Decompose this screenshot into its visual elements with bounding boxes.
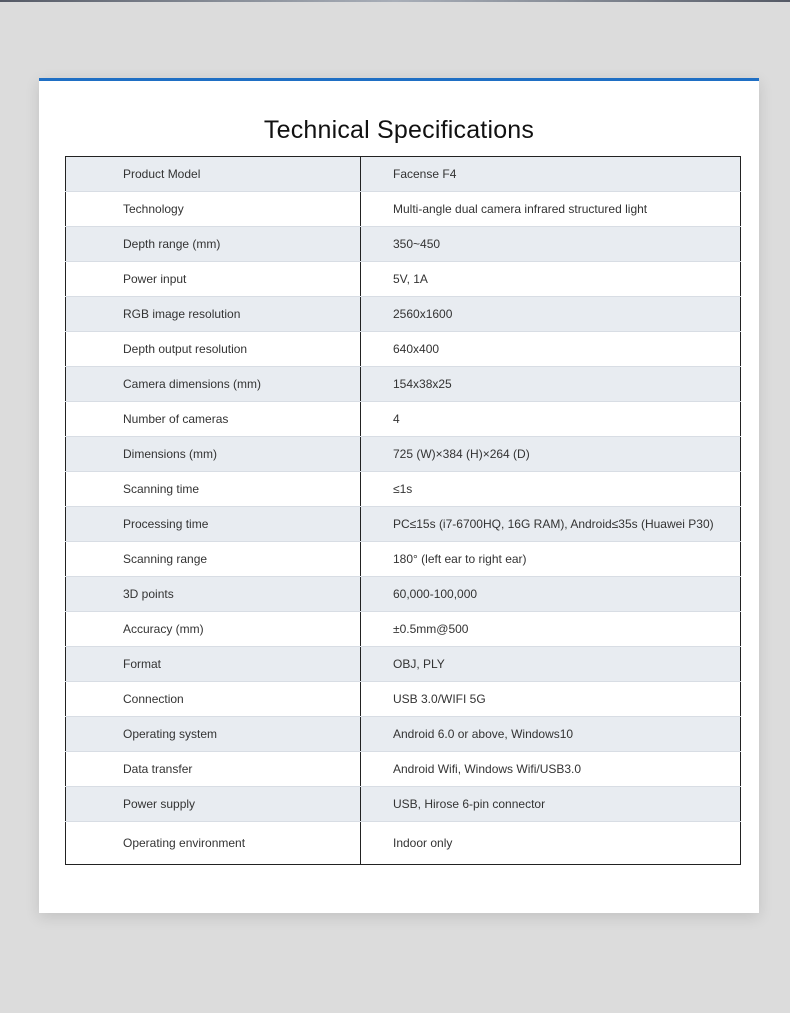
table-row (66, 542, 741, 577)
spec-label: Power input (66, 262, 361, 297)
spec-value: USB, Hirose 6-pin connector (361, 787, 741, 822)
spec-label: RGB image resolution (66, 297, 361, 332)
spec-card (39, 78, 759, 913)
table-row (66, 367, 741, 402)
spec-label: Data transfer (66, 752, 361, 787)
spec-label: Format (66, 647, 361, 682)
table-row (66, 577, 741, 612)
spec-table-body (66, 157, 741, 865)
table-row (66, 157, 741, 192)
spec-label: Camera dimensions (mm) (66, 367, 361, 402)
table-row (66, 402, 741, 437)
table-row (66, 752, 741, 787)
table-row (66, 437, 741, 472)
table-row (66, 472, 741, 507)
spec-label: Accuracy (mm) (66, 612, 361, 647)
table-row (66, 262, 741, 297)
table-row (66, 332, 741, 367)
spec-value: Android 6.0 or above, Windows10 (361, 717, 741, 752)
spec-label: Operating environment (66, 822, 361, 865)
spec-table (65, 156, 741, 865)
spec-label: 3D points (66, 577, 361, 612)
spec-label: Product Model (66, 157, 361, 192)
spec-value: ≤1s (361, 472, 741, 507)
spec-value: 4 (361, 402, 741, 437)
spec-label: Depth output resolution (66, 332, 361, 367)
spec-value: 154x38x25 (361, 367, 741, 402)
spec-label: Power supply (66, 787, 361, 822)
table-row (66, 647, 741, 682)
spec-label: Scanning time (66, 472, 361, 507)
top-decorative-strip (0, 0, 790, 2)
spec-label: Number of cameras (66, 402, 361, 437)
spec-value: OBJ, PLY (361, 647, 741, 682)
table-row (66, 192, 741, 227)
spec-value: 5V, 1A (361, 262, 741, 297)
table-row (66, 227, 741, 262)
spec-label: Processing time (66, 507, 361, 542)
table-row (66, 822, 741, 865)
table-row (66, 297, 741, 332)
spec-value: 725 (W)×384 (H)×264 (D) (361, 437, 741, 472)
spec-label: Scanning range (66, 542, 361, 577)
spec-value: 60,000-100,000 (361, 577, 741, 612)
spec-value: Android Wifi, Windows Wifi/USB3.0 (361, 752, 741, 787)
spec-label: Technology (66, 192, 361, 227)
spec-value: Multi-angle dual camera infrared structured light (361, 192, 741, 227)
spec-value: 350~450 (361, 227, 741, 262)
spec-value: Indoor only (361, 822, 741, 865)
table-row (66, 717, 741, 752)
page-title: Technical Specifications (263, 116, 535, 144)
spec-value: ±0.5mm@500 (361, 612, 741, 647)
spec-value: 2560x1600 (361, 297, 741, 332)
spec-value: 180° (left ear to right ear) (361, 542, 741, 577)
spec-label: Connection (66, 682, 361, 717)
table-row (66, 612, 741, 647)
spec-value: PC≤15s (i7-6700HQ, 16G RAM), Android≤35s (Huawei P30) (361, 507, 741, 542)
spec-label: Operating system (66, 717, 361, 752)
spec-value: 640x400 (361, 332, 741, 367)
table-row (66, 507, 741, 542)
spec-value: USB 3.0/WIFI 5G (361, 682, 741, 717)
spec-label: Dimensions (mm) (66, 437, 361, 472)
table-row (66, 682, 741, 717)
spec-label: Depth range (mm) (66, 227, 361, 262)
table-row (66, 787, 741, 822)
spec-value: Facense F4 (361, 157, 741, 192)
